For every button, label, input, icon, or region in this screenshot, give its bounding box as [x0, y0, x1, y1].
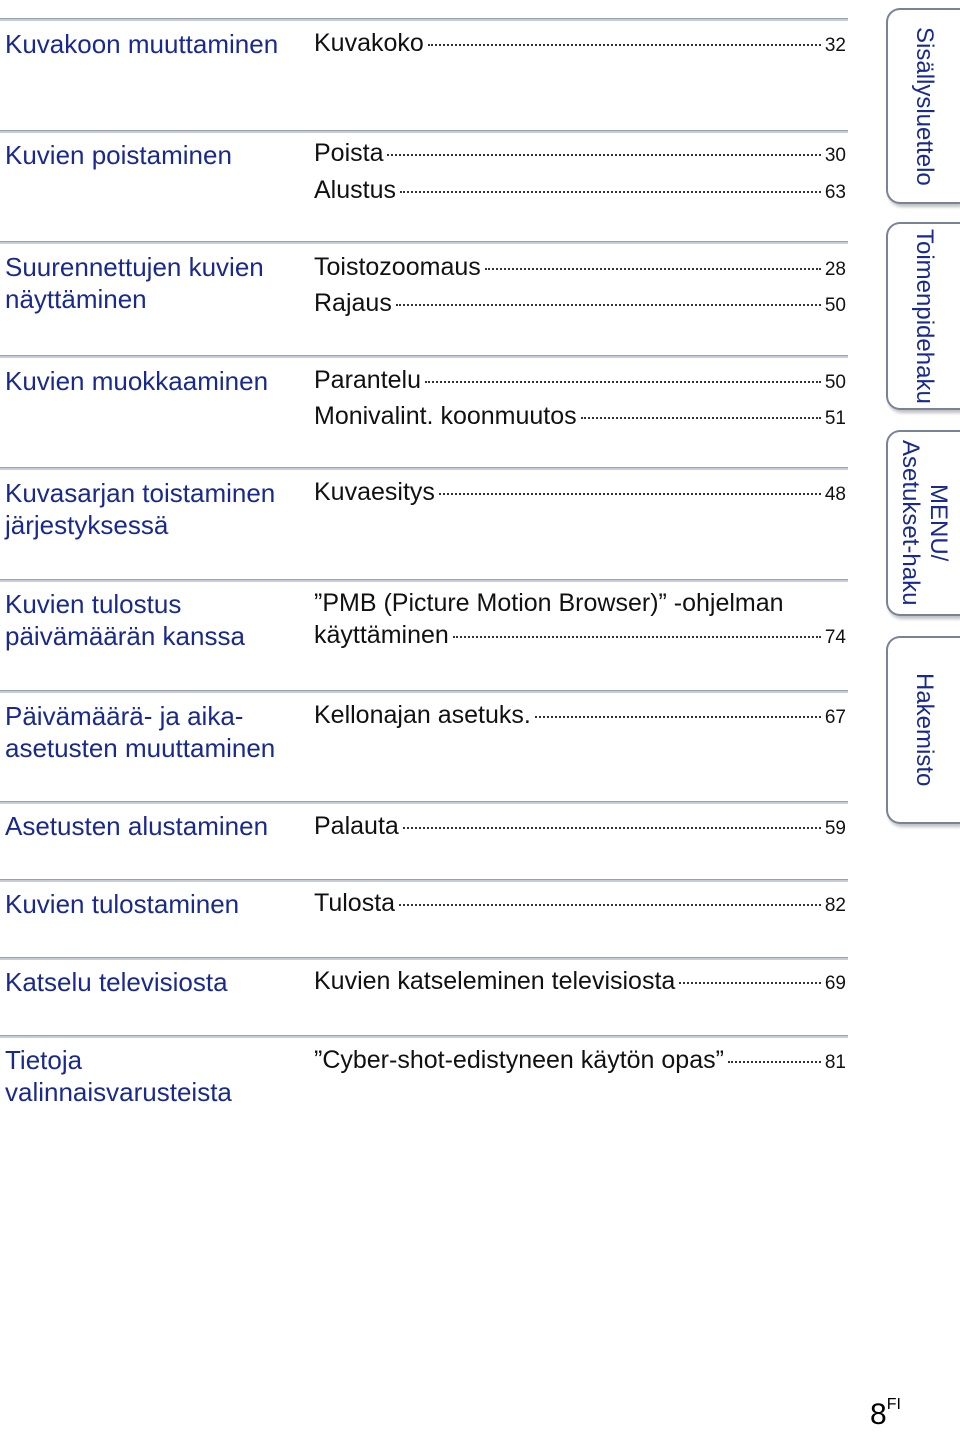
leader-dots	[400, 191, 821, 193]
leader-dots	[396, 304, 821, 306]
leader-dots	[485, 268, 821, 270]
toc-entry[interactable]	[314, 965, 846, 1000]
entry-page: 48	[824, 484, 846, 505]
leader-dots	[425, 381, 821, 383]
entry-label: Tulosta	[314, 889, 396, 917]
topic-link[interactable]: Kuvien muokkaaminen	[5, 366, 269, 396]
toc-entry[interactable]	[314, 587, 846, 654]
topic-link[interactable]: Tietoja valinnaisvarusteista	[5, 1045, 232, 1107]
section-separator	[0, 957, 848, 960]
topic-link[interactable]: Suurennettujen kuvien näyttäminen	[5, 252, 264, 314]
toc-entry[interactable]	[314, 699, 846, 734]
toc-entry[interactable]	[314, 137, 846, 172]
entry-label: ”PMB (Picture Motion Browser)” -ohjelman	[314, 589, 784, 617]
entry-label: Toistozoomaus	[314, 253, 481, 281]
leader-dots	[439, 493, 821, 495]
section-separator	[0, 467, 848, 470]
tab-contents[interactable]	[886, 8, 960, 204]
entry-label: Rajaus	[314, 289, 392, 317]
entry-label: Parantelu	[314, 366, 422, 394]
entry-page: 50	[824, 372, 846, 393]
topic-link[interactable]: Päivämäärä- ja aika-asetusten muuttaminen	[5, 701, 276, 763]
entry-page: 74	[824, 627, 846, 648]
section-separator	[0, 18, 848, 21]
toc-entry[interactable]	[314, 251, 846, 286]
entry-page: 28	[824, 259, 846, 280]
page-number-value: 8	[870, 1398, 887, 1431]
topic-link[interactable]: Katselu televisiosta	[5, 967, 228, 997]
entry-page: 30	[824, 145, 846, 166]
topic-link[interactable]: Kuvasarjan toistaminen järjestyksessä	[5, 478, 276, 540]
tab-operations-label: Toimenpidehaku	[911, 228, 938, 404]
toc-entry[interactable]	[314, 887, 846, 922]
entry-page: 59	[824, 818, 846, 839]
leader-dots	[399, 904, 821, 906]
leader-dots	[581, 417, 821, 419]
entry-page: 81	[824, 1052, 846, 1073]
leader-dots	[679, 982, 821, 984]
leader-dots	[387, 154, 820, 156]
entry-label-continued: käyttäminen	[314, 621, 449, 649]
leader-dots	[728, 1061, 821, 1063]
leader-dots	[403, 827, 821, 829]
toc-entry[interactable]	[314, 810, 846, 845]
topic-link[interactable]: Asetusten alustaminen	[5, 811, 269, 841]
leader-dots	[535, 716, 821, 718]
toc-entry[interactable]	[314, 476, 846, 511]
tab-index-label: Hakemisto	[911, 673, 938, 787]
entry-page: 63	[824, 182, 846, 203]
entry-label: Kellonajan asetuks.	[314, 701, 531, 729]
tab-contents-label: Sisällysluettelo	[911, 26, 938, 186]
entry-label: Alustus	[314, 176, 396, 204]
leader-dots	[428, 44, 821, 46]
section-separator	[0, 355, 848, 358]
tab-menu-settings-label: MENU/ Asetukset-haku	[897, 440, 952, 606]
entry-label: Kuvien katseleminen televisiosta	[314, 967, 676, 995]
toc-entry[interactable]	[314, 174, 846, 209]
entry-page: 69	[824, 973, 846, 994]
section-separator	[0, 801, 848, 804]
topic-link[interactable]: Kuvien tulostaminen	[5, 889, 240, 919]
tab-index[interactable]	[886, 636, 960, 824]
topic-link[interactable]: Kuvien tulostus päivämäärän kanssa	[5, 589, 245, 651]
toc-entry[interactable]	[314, 287, 846, 322]
tab-operations[interactable]	[886, 222, 960, 410]
topic-link[interactable]: Kuvien poistaminen	[5, 140, 232, 170]
entry-label: Poista	[314, 139, 384, 167]
entry-page: 50	[824, 295, 846, 316]
entry-label: Kuvakoko	[314, 29, 424, 57]
page-lang: FI	[886, 1396, 901, 1413]
topic-link[interactable]: Kuvakoon muuttaminen	[5, 29, 279, 59]
section-separator	[0, 579, 848, 582]
toc-entry[interactable]	[314, 1044, 846, 1079]
entry-label: ”Cyber-shot-edistyneen käytön opas”	[314, 1046, 724, 1074]
toc-entry[interactable]	[314, 364, 846, 399]
section-separator	[0, 130, 848, 133]
entry-page: 82	[824, 895, 846, 916]
entry-label: Palauta	[314, 812, 399, 840]
entry-page: 51	[824, 408, 846, 429]
toc-entry[interactable]	[314, 400, 846, 435]
section-separator	[0, 879, 848, 882]
section-separator	[0, 690, 848, 693]
leader-dots	[453, 636, 821, 638]
toc-entry[interactable]	[314, 27, 846, 62]
section-separator	[0, 241, 848, 244]
tab-menu-settings[interactable]	[886, 430, 960, 616]
entry-page: 67	[824, 707, 846, 728]
entry-label: Monivalint. koonmuutos	[314, 402, 577, 430]
entry-label: Kuvaesitys	[314, 478, 435, 506]
entry-page: 32	[824, 35, 846, 56]
section-separator	[0, 1035, 848, 1038]
page-number	[870, 1398, 901, 1432]
